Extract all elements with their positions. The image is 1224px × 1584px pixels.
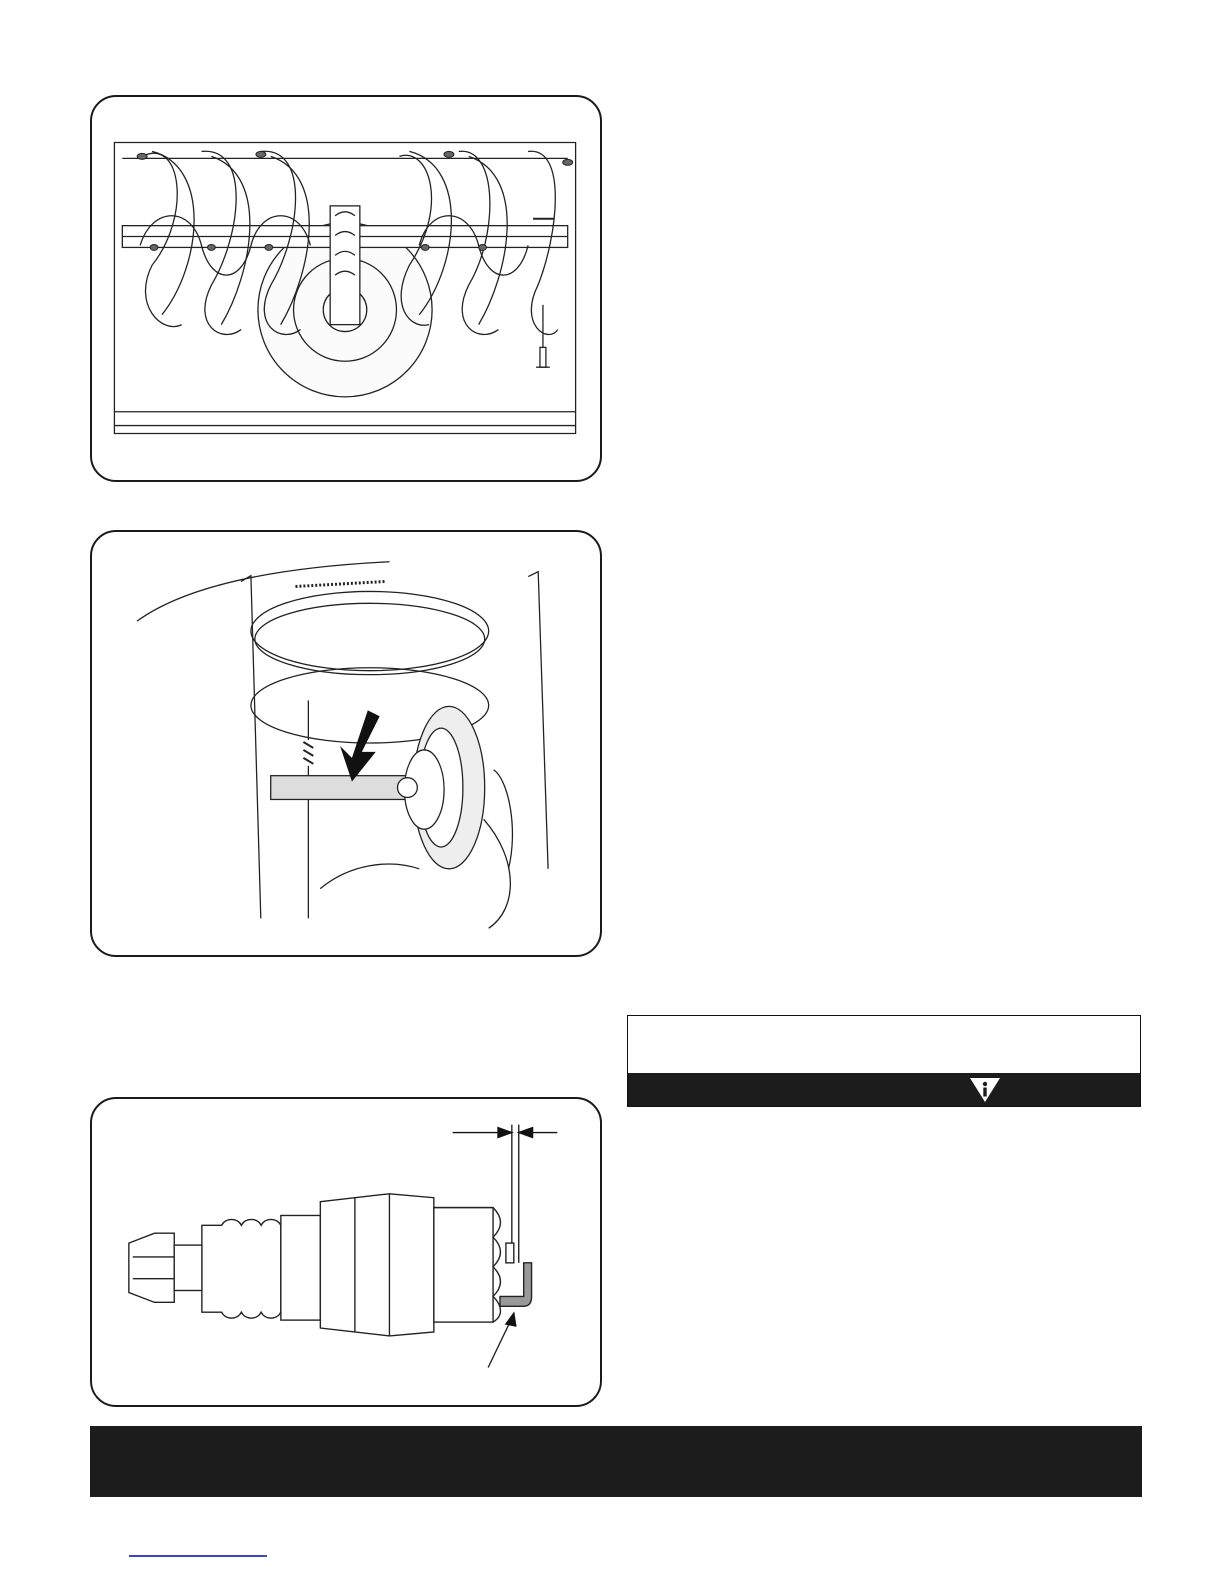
- notice-bar: [628, 1073, 1140, 1106]
- auger-housing-illustration: [92, 97, 600, 480]
- footer-text: [90, 1426, 1142, 1450]
- footer-banner: [90, 1426, 1142, 1497]
- info-triangle-icon: [968, 1076, 1002, 1104]
- footer-link-rule[interactable]: [129, 1555, 267, 1557]
- spark-plug-illustration: [92, 1099, 600, 1405]
- figure-drive-pulley: [90, 530, 602, 957]
- figure-spark-plug-gap: [90, 1097, 602, 1407]
- figure-auger-housing: [90, 95, 602, 482]
- direction-arrow-icon: [340, 710, 380, 781]
- notice-box: [627, 1015, 1141, 1107]
- drive-pulley-illustration: [92, 532, 600, 955]
